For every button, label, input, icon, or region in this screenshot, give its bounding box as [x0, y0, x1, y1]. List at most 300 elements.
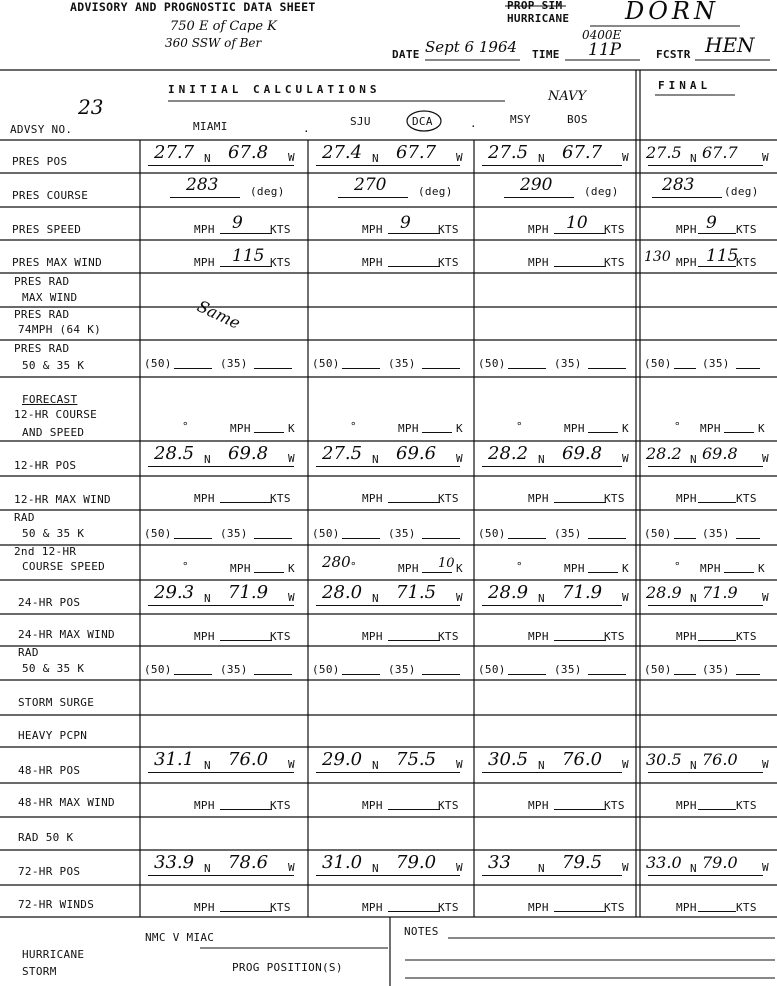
pres-speed-line-2	[554, 233, 606, 234]
rad24-line50-2	[508, 674, 546, 675]
rad-pres-line35-2	[588, 368, 626, 369]
cs24-mph-0: MPH	[230, 562, 251, 575]
cs24-k-1: K	[456, 562, 463, 575]
pos72-lon-1: 79.0	[396, 852, 437, 873]
pres-pos-lat-2: 27.5	[488, 142, 529, 163]
pres-max-wind-mph-1: MPH	[362, 256, 383, 269]
pos12-lon-1: 69.6	[396, 443, 437, 464]
course-value-3: 283	[662, 175, 695, 195]
rad12-line50-2	[508, 538, 546, 539]
rad24-line50-0	[174, 674, 212, 675]
cs24-line-0	[254, 572, 284, 573]
winds72-line-2	[554, 911, 606, 912]
pres-speed-kts-2: KTS	[604, 223, 625, 236]
pres-speed-kts-3: KTS	[736, 223, 757, 236]
row-72hr-winds: 72-HR WINDS	[18, 898, 95, 911]
max24-mph-0: MPH	[194, 630, 215, 643]
pres-pos-lat-0: 27.7	[154, 142, 195, 163]
max48-mph-3: MPH	[676, 799, 697, 812]
rad12-line35-2	[588, 538, 626, 539]
pos12-w-1: W	[456, 452, 463, 465]
row-pres-rad-74-2: 74MPH (64 K)	[18, 323, 102, 336]
cs12-k-3: K	[758, 422, 765, 435]
rad24-line50-1	[342, 674, 380, 675]
pos24-lon-2: 71.9	[562, 582, 603, 603]
pos12-underline-2	[482, 466, 622, 467]
pres-pos-w-1: W	[456, 151, 463, 164]
location-note-2: 360 SSW of Ber	[165, 36, 262, 50]
pres-max-wind-kts-3: KTS	[736, 256, 757, 269]
pos48-underline-1	[316, 772, 460, 773]
cs12-mph-0: MPH	[230, 422, 251, 435]
cs12-mph-1: MPH	[398, 422, 419, 435]
row-pres-course: PRES COURSE	[12, 189, 89, 202]
rad12-35-3: (35)	[702, 527, 730, 540]
cs24-sju-course: 280	[322, 553, 351, 571]
row-forecast: FORECAST	[22, 393, 78, 406]
max24-kts-3: KTS	[736, 630, 757, 643]
rad12-line50-1	[342, 538, 380, 539]
pos24-lat-3: 28.9	[646, 583, 682, 602]
cs12-k-1: K	[456, 422, 463, 435]
pres-speed-line-1	[388, 233, 440, 234]
cs24-k-3: K	[758, 562, 765, 575]
pos24-underline-1	[316, 605, 460, 606]
col-dca: DCA	[412, 115, 433, 128]
max12-kts-0: KTS	[270, 492, 291, 505]
max24-line-0	[220, 640, 272, 641]
pos12-lat-3: 28.2	[646, 444, 682, 463]
max12-kts-3: KTS	[736, 492, 757, 505]
rad-pres-35-0: (35)	[220, 357, 248, 370]
pos24-underline-2	[482, 605, 622, 606]
rad24-line35-2	[588, 674, 626, 675]
pres-max-wind-line-2	[554, 266, 606, 267]
pos48-underline-0	[148, 772, 294, 773]
pres-max-wind-mph-3: MPH	[676, 256, 697, 269]
row-rad12-1: RAD	[14, 511, 35, 524]
rad12-50-0: (50)	[144, 527, 172, 540]
winds72-mph-3: MPH	[676, 901, 697, 914]
rad24-35-2: (35)	[554, 663, 582, 676]
row-24hr-max-wind: 24-HR MAX WIND	[18, 628, 115, 641]
pos24-n-0: N	[204, 592, 211, 605]
rad24-line35-1	[422, 674, 460, 675]
cs12-k-0: K	[288, 422, 295, 435]
max12-mph-0: MPH	[194, 492, 215, 505]
cs24-deg-2: °	[516, 560, 523, 573]
col-miami: MIAMI	[193, 120, 228, 133]
pos24-n-2: N	[538, 592, 545, 605]
pos12-n-0: N	[204, 453, 211, 466]
pos72-lat-2: 33	[488, 852, 511, 873]
max24-mph-1: MPH	[362, 630, 383, 643]
pres-pos-lat-1: 27.4	[322, 142, 363, 163]
rad12-line50-3	[674, 538, 696, 539]
footer-nmc: NMC V MIAC	[145, 931, 215, 944]
rad-pres-50-2: (50)	[478, 357, 506, 370]
pos72-lat-1: 31.0	[322, 852, 363, 873]
pos24-underline-3	[648, 605, 763, 606]
pos72-lat-0: 33.9	[154, 852, 195, 873]
max12-line-0	[220, 502, 272, 503]
pos24-n-1: N	[372, 592, 379, 605]
pres-speed-line-3	[698, 233, 736, 234]
rad-pres-50-3: (50)	[644, 357, 672, 370]
rad-pres-line50-2	[508, 368, 546, 369]
pres-pos-w-3: W	[762, 151, 769, 164]
pos48-underline-2	[482, 772, 622, 773]
pos72-n-1: N	[372, 862, 379, 875]
row-pres-speed: PRES SPEED	[12, 223, 82, 236]
row-48hr-max-wind: 48-HR MAX WIND	[18, 796, 115, 809]
fcstr-label: FCSTR	[656, 48, 691, 61]
pres-speed-mph-3: MPH	[676, 223, 697, 236]
cs24-mph-3: MPH	[700, 562, 721, 575]
pos48-lat-3: 30.5	[646, 750, 682, 769]
winds72-mph-0: MPH	[194, 901, 215, 914]
pres-speed-value-2: 10	[566, 213, 588, 233]
pos12-lat-0: 28.5	[154, 443, 195, 464]
rad24-50-1: (50)	[312, 663, 340, 676]
fcstr-value: HEN	[705, 33, 755, 57]
pos12-underline-0	[148, 466, 294, 467]
pres-speed-line-0	[220, 233, 272, 234]
pos48-w-3: W	[762, 758, 769, 771]
cs24-k-2: K	[622, 562, 629, 575]
pos72-underline-2	[482, 875, 622, 876]
pres-max-wind-mph-2: MPH	[528, 256, 549, 269]
pos48-w-2: W	[622, 758, 629, 771]
course-underline-1	[338, 197, 408, 198]
max24-kts-2: KTS	[604, 630, 625, 643]
winds72-kts-1: KTS	[438, 901, 459, 914]
winds72-line-1	[388, 911, 440, 912]
pos48-lon-3: 76.0	[702, 750, 738, 769]
pos12-lon-2: 69.8	[562, 443, 603, 464]
winds72-mph-2: MPH	[528, 901, 549, 914]
rad24-line50-3	[674, 674, 696, 675]
pos48-n-0: N	[204, 759, 211, 772]
rad-pres-line35-0	[254, 368, 292, 369]
cs24-deg-3: °	[674, 560, 681, 573]
col-bos: BOS	[567, 113, 588, 126]
pres-speed-kts-1: KTS	[438, 223, 459, 236]
cs24-deg-1: °	[350, 560, 357, 573]
row-pres-max-wind: PRES MAX WIND	[12, 256, 102, 269]
winds72-kts-3: KTS	[736, 901, 757, 914]
rad24-line35-3	[736, 674, 760, 675]
pres-pos-w-2: W	[622, 151, 629, 164]
cs12-deg-0: °	[182, 420, 189, 433]
max48-kts-1: KTS	[438, 799, 459, 812]
rad-pres-line50-0	[174, 368, 212, 369]
pos72-underline-1	[316, 875, 460, 876]
pos12-n-3: N	[690, 453, 697, 466]
advsy-no-label: ADVSY NO.	[10, 123, 73, 136]
time-label: TIME	[532, 48, 560, 61]
pos48-w-0: W	[288, 758, 295, 771]
pres-pos-lon-2: 67.7	[562, 142, 603, 163]
pres-pos-lat-3: 27.5	[646, 143, 682, 162]
row-course-speed: COURSE SPEED	[22, 560, 106, 573]
max48-line-1	[388, 809, 440, 810]
row-pres-pos: PRES POS	[12, 155, 68, 168]
max48-line-3	[698, 809, 736, 810]
cs12-deg-1: °	[350, 420, 357, 433]
cs12-deg-2: °	[516, 420, 523, 433]
rad24-50-3: (50)	[644, 663, 672, 676]
pos72-underline-0	[148, 875, 294, 876]
pos12-n-1: N	[372, 453, 379, 466]
rad12-line50-0	[174, 538, 212, 539]
pres-pos-lon-0: 67.8	[228, 142, 269, 163]
pos24-w-3: W	[762, 591, 769, 604]
pos48-underline-3	[648, 772, 763, 773]
cs24-line-2	[588, 572, 618, 573]
winds72-kts-2: KTS	[604, 901, 625, 914]
pres-pos-lon-3: 67.7	[702, 143, 738, 162]
max12-line-2	[554, 502, 606, 503]
row-12hr-max-wind: 12-HR MAX WIND	[14, 493, 111, 506]
pos48-n-2: N	[538, 759, 545, 772]
cs24-sju-speed: 10	[438, 556, 455, 571]
initial-calc-header: INITIAL CALCULATIONS	[168, 83, 381, 96]
pres-speed-mph-2: MPH	[528, 223, 549, 236]
max48-kts-0: KTS	[270, 799, 291, 812]
pos72-lat-3: 33.0	[646, 853, 682, 872]
course-value-0: 283	[186, 175, 219, 195]
max12-line-3	[698, 502, 736, 503]
pos24-n-3: N	[690, 592, 697, 605]
rad12-50-1: (50)	[312, 527, 340, 540]
col-msy: MSY	[510, 113, 531, 126]
pos72-n-0: N	[204, 862, 211, 875]
max12-mph-3: MPH	[676, 492, 697, 505]
max12-mph-2: MPH	[528, 492, 549, 505]
winds72-line-0	[220, 911, 272, 912]
rad-pres-line35-3	[736, 368, 760, 369]
col-navy: NAVY	[548, 89, 587, 104]
pos24-lat-1: 28.0	[322, 582, 363, 603]
footer-hurricane: HURRICANE	[22, 948, 85, 961]
pres-rad-note: Same	[194, 296, 244, 333]
winds72-kts-0: KTS	[270, 901, 291, 914]
pres-pos-w-0: W	[288, 151, 295, 164]
pos48-lon-1: 75.5	[396, 749, 437, 770]
pos48-n-3: N	[690, 759, 697, 772]
rad24-35-3: (35)	[702, 663, 730, 676]
pos72-n-3: N	[690, 862, 697, 875]
row-12hr-pos: 12-HR POS	[14, 459, 77, 472]
pres-max-wind-kts-0: KTS	[270, 256, 291, 269]
pos48-lon-0: 76.0	[228, 749, 269, 770]
pos48-lat-1: 29.0	[322, 749, 363, 770]
row-48hr-pos: 48-HR POS	[18, 764, 81, 777]
pos72-w-0: W	[288, 861, 295, 874]
time-value: 11P	[588, 40, 622, 60]
row-pres-rad-50-1: PRES RAD	[14, 342, 70, 355]
row-rad24-2: 50 & 35 K	[22, 662, 85, 675]
course-value-1: 270	[354, 175, 387, 195]
pos12-lat-2: 28.2	[488, 443, 529, 464]
row-pres-rad-max-1: PRES RAD	[14, 275, 70, 288]
pres-pos-underline-0	[148, 165, 294, 166]
row-12hr-course: 12-HR COURSE	[14, 408, 98, 421]
pos48-n-1: N	[372, 759, 379, 772]
rad12-35-0: (35)	[220, 527, 248, 540]
pres-pos-n-2: N	[538, 152, 545, 165]
course-deg-2: (deg)	[584, 185, 619, 198]
rad12-line35-1	[422, 538, 460, 539]
pos24-w-0: W	[288, 591, 295, 604]
rad12-35-1: (35)	[388, 527, 416, 540]
max12-kts-2: KTS	[604, 492, 625, 505]
footer-notes: NOTES	[404, 925, 439, 938]
max24-mph-2: MPH	[528, 630, 549, 643]
footer-prog-position: PROG POSITION(S)	[232, 961, 343, 974]
max12-kts-1: KTS	[438, 492, 459, 505]
pres-speed-kts-0: KTS	[270, 223, 291, 236]
cs24-mph-2: MPH	[564, 562, 585, 575]
max24-line-3	[698, 640, 736, 641]
max48-mph-2: MPH	[528, 799, 549, 812]
cs12-line-2	[588, 432, 618, 433]
pos12-w-3: W	[762, 452, 769, 465]
pos72-lon-2: 79.5	[562, 852, 603, 873]
pos24-lon-0: 71.9	[228, 582, 269, 603]
cs24-deg-0: °	[182, 560, 189, 573]
pres-max-wind-kts-1: KTS	[438, 256, 459, 269]
pres-pos-underline-2	[482, 165, 622, 166]
pres-speed-mph-1: MPH	[362, 223, 383, 236]
row-rad-50k: RAD 50 K	[18, 831, 74, 844]
separator-dot: .	[303, 122, 310, 135]
footer-storm: STORM	[22, 965, 57, 978]
max48-kts-3: KTS	[736, 799, 757, 812]
cs12-line-0	[254, 432, 284, 433]
cs12-line-3	[724, 432, 754, 433]
rad-pres-35-1: (35)	[388, 357, 416, 370]
rad12-line35-0	[254, 538, 292, 539]
max12-mph-1: MPH	[362, 492, 383, 505]
rad-pres-35-3: (35)	[702, 357, 730, 370]
pos48-lon-2: 76.0	[562, 749, 603, 770]
pos12-w-0: W	[288, 452, 295, 465]
winds72-line-3	[698, 911, 736, 912]
pos24-lat-2: 28.9	[488, 582, 529, 603]
cs24-line-3	[724, 572, 754, 573]
pres-pos-underline-3	[648, 165, 763, 166]
pres-pos-n-3: N	[690, 152, 697, 165]
pos48-lat-2: 30.5	[488, 749, 529, 770]
location-note-1: 750 E of Cape K	[170, 19, 277, 34]
pos72-w-3: W	[762, 861, 769, 874]
course-underline-3	[652, 197, 722, 198]
row-24hr-pos: 24-HR POS	[18, 596, 81, 609]
hurricane-label: HURRICANE	[507, 12, 570, 25]
pos24-lon-1: 71.5	[396, 582, 437, 603]
pres-speed-value-3: 9	[706, 213, 717, 233]
pres-pos-underline-1	[316, 165, 460, 166]
pos72-w-1: W	[456, 861, 463, 874]
pres-speed-value-1: 9	[400, 213, 411, 233]
cs24-mph-1: MPH	[398, 562, 419, 575]
max24-kts-0: KTS	[270, 630, 291, 643]
rad-pres-line35-1	[422, 368, 460, 369]
course-deg-1: (deg)	[418, 185, 453, 198]
rad-pres-50-1: (50)	[312, 357, 340, 370]
date-value: Sept 6 1964	[425, 38, 518, 56]
cs12-k-2: K	[622, 422, 629, 435]
row-pres-rad-max-2: MAX WIND	[22, 291, 78, 304]
pres-max-wind-line-1	[388, 266, 440, 267]
pres-max-wind-final-mph: 130	[644, 249, 671, 265]
pos24-lat-0: 29.3	[154, 582, 195, 603]
winds72-mph-1: MPH	[362, 901, 383, 914]
separator-dot-2: .	[470, 117, 477, 130]
cs12-deg-3: °	[674, 420, 681, 433]
pos12-underline-3	[648, 466, 763, 467]
rad12-35-2: (35)	[554, 527, 582, 540]
prop-sim-label: PROP SIM	[507, 0, 563, 12]
rad24-50-0: (50)	[144, 663, 172, 676]
row-storm-surge: STORM SURGE	[18, 696, 95, 709]
row-and-speed: AND SPEED	[22, 426, 85, 439]
max24-line-1	[388, 640, 440, 641]
rad24-50-2: (50)	[478, 663, 506, 676]
max48-mph-0: MPH	[194, 799, 215, 812]
pos12-lon-0: 69.8	[228, 443, 269, 464]
course-deg-0: (deg)	[250, 185, 285, 198]
row-heavy-pcpn: HEAVY PCPN	[18, 729, 88, 742]
rad12-line35-3	[736, 538, 760, 539]
max24-line-2	[554, 640, 606, 641]
max48-mph-1: MPH	[362, 799, 383, 812]
row-2nd-12hr: 2nd 12-HR	[14, 545, 77, 558]
pos24-w-1: W	[456, 591, 463, 604]
course-underline-2	[504, 197, 574, 198]
pos72-underline-3	[648, 875, 763, 876]
pos12-w-2: W	[622, 452, 629, 465]
advisory-number: 23	[78, 95, 104, 119]
row-pres-rad-50-2: 50 & 35 K	[22, 359, 85, 372]
time-note: 0400E	[582, 28, 622, 42]
pos12-underline-1	[316, 466, 460, 467]
rad12-50-3: (50)	[644, 527, 672, 540]
cs12-mph-3: MPH	[700, 422, 721, 435]
pres-pos-n-0: N	[204, 152, 211, 165]
pos24-w-2: W	[622, 591, 629, 604]
pres-max-wind-kts-2: KTS	[604, 256, 625, 269]
pres-max-wind-mph-0: MPH	[194, 256, 215, 269]
rad24-line35-0	[254, 674, 292, 675]
rad-pres-line50-3	[674, 368, 696, 369]
date-label: DATE	[392, 48, 420, 61]
final-header: FINAL	[658, 79, 712, 92]
pres-pos-n-1: N	[372, 152, 379, 165]
rad24-35-0: (35)	[220, 663, 248, 676]
row-rad12-2: 50 & 35 K	[22, 527, 85, 540]
course-deg-3: (deg)	[724, 185, 759, 198]
pres-speed-value-0: 9	[232, 213, 243, 233]
pres-max-wind-value-0: 115	[232, 246, 265, 266]
pos72-w-2: W	[622, 861, 629, 874]
max24-kts-1: KTS	[438, 630, 459, 643]
cs24-k-0: K	[288, 562, 295, 575]
pres-max-wind-line-3	[698, 266, 736, 267]
max24-mph-3: MPH	[676, 630, 697, 643]
